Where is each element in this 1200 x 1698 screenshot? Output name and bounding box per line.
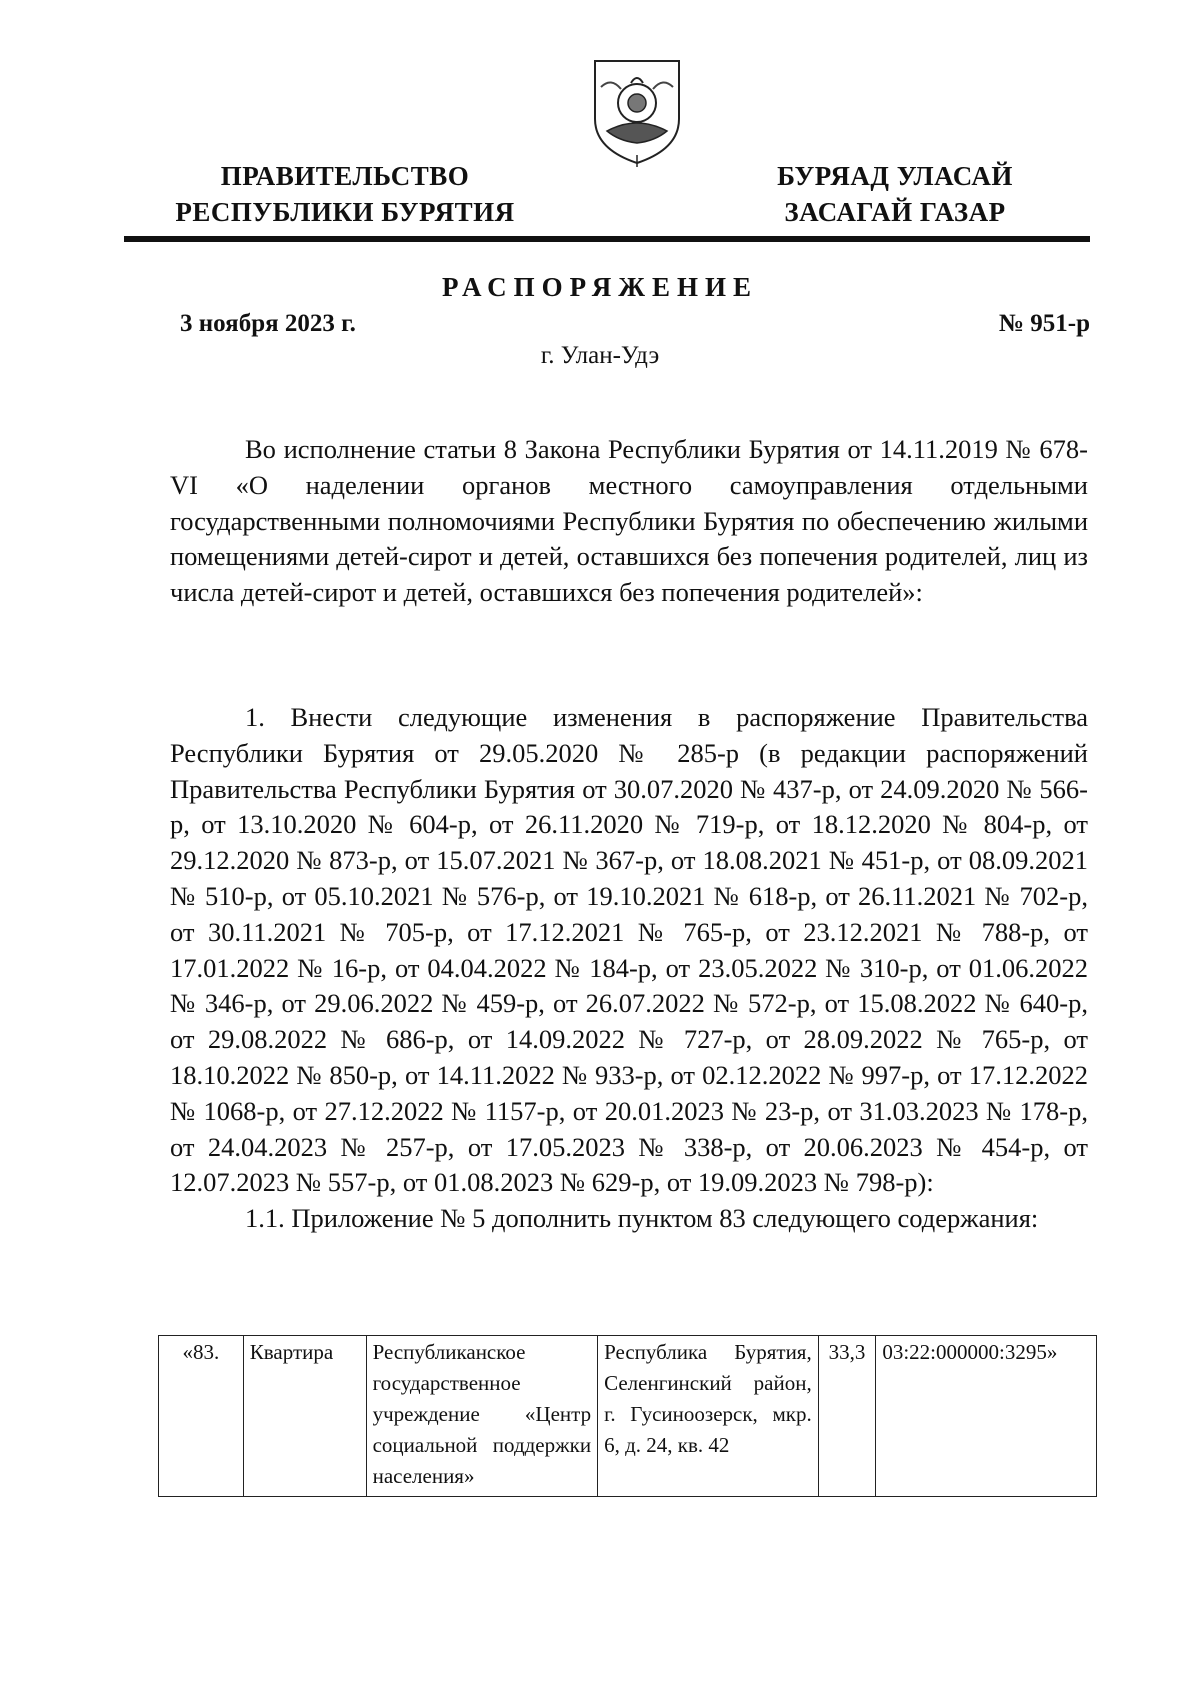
government-name-line1: ПРАВИТЕЛЬСТВО xyxy=(220,161,470,191)
preamble-text: Во исполнение статьи 8 Закона Республики Бурятия от 14.11.2019 № 678-VI «О наделении органов местного самоуправления отдельными государственными полномочиями Республики Бурятия по обеспечению жилыми помещениями детей-сирот и детей, оставшихся без попечения родителей, лиц из числа детей-сирот и детей, оставшихся без попечения родителей»: xyxy=(170,434,1088,608)
document-date: 3 ноября 2023 г. xyxy=(180,310,356,337)
government-name-bua-line2: ЗАСАГАЙ ГАЗАР xyxy=(784,197,1006,227)
table-row xyxy=(159,1336,1097,1497)
property-owner: Республиканское государственное учреждение «Центр социальной поддержки населения» xyxy=(366,1336,598,1497)
header-divider xyxy=(124,236,1090,242)
government-name-line2: РЕСПУБЛИКИ БУРЯТИЯ xyxy=(175,197,515,227)
document-number: № 951-р xyxy=(998,310,1090,337)
property-address: Республика Бурятия, Селенгинский район, г. Гусиноозерск, мкр. 6, д. 24, кв. 42 xyxy=(598,1336,819,1497)
item-1-text: 1. Внести следующие изменения в распоряжение Правительства Республики Бурятия от 29.05.2020 № 285-р (в редакции распоряжений Правительства Республики Бурятия от 30.07.2020 № 437-р, от 24.09.2020 № 566-р, от 13.10.2020 № 604-р, от 26.11.2020 № 719-р, от 18.12.2020 № 804-р, от 29.12.2020 № 873-р, от 15.07.2021 № 367-р, от 18.08.2021 № 451-р, от 08.09.2021 № 510-р, от 05.10.2021 № 576-р, от 19.10.2021 № 618-р, от 26.11.2021 № 702-р, от 30.11.2021 № 705-р, от 17.12.2021 № 765-р, от 23.12.2021 № 788-р, от 17.01.2022 № 16-р, от 04.04.2022 № 184-р, от 23.05.2022 № 310-р, от 01.06.2022 № 346-р, от 29.06.2022 № 459-р, от 26.07.2022 № 572-р, от 15.08.2022 № 640-р, от 29.08.2022 № 686-р, от 14.09.2022 № 727-р, от 28.09.2022 № 765-р, от 18.10.2022 № 850-р, от 14.11.2022 № 933-р, от 02.12.2022 № 997-р, от 17.12.2022 № 1068-р, от 27.12.2022 № 1157-р, от 20.01.2023 № 23-р, от 31.03.2023 № 178-р, от 24.04.2023 № 257-р, от 17.05.2023 № 338-р, от 20.06.2023 № 454-р, от 12.07.2023 № 557-р, от 01.08.2023 № 629-р, от 19.09.2023 № 798-р): xyxy=(170,702,1088,1198)
government-name-ru xyxy=(150,158,540,230)
cadastral-number: 03:22:000000:3295» xyxy=(876,1336,1097,1497)
government-name-bua-line1: БУРЯАД УЛАСАЙ xyxy=(777,161,1013,191)
preamble xyxy=(170,432,1088,611)
item-1-1-text: 1.1. Приложение № 5 дополнить пунктом 83 следующего содержания: xyxy=(245,1203,1039,1234)
property-table xyxy=(158,1335,1097,1497)
order-items xyxy=(170,700,1088,1237)
row-number: «83. xyxy=(159,1336,244,1497)
document-title: РАСПОРЯЖЕНИЕ xyxy=(441,272,759,302)
document-city: г. Улан-Удэ xyxy=(540,342,660,369)
property-type: Квартира xyxy=(243,1336,366,1497)
coat-of-arms-icon xyxy=(587,57,687,167)
government-name-bua xyxy=(745,158,1045,230)
property-area: 33,3 xyxy=(818,1336,876,1497)
